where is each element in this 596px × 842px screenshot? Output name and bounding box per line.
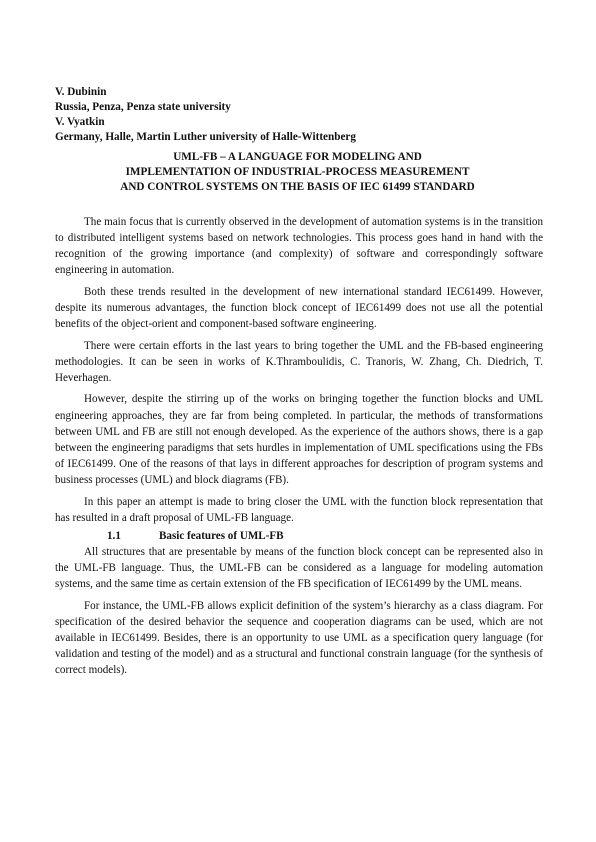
section-paragraph: All structures that are presentable by means of the function block concept can be represented also in the UML-FB language. Thus, the UML-FB can be considered as a language for modeling automation systems, and the same time as certain extension of the FB specification of IEC61499 by the UML means.	[55, 546, 543, 591]
title-line: AND CONTROL SYSTEMS ON THE BASIS OF IEC 61499 STANDARD	[120, 181, 475, 193]
author-name: V. Dubinin	[55, 86, 107, 98]
author-affiliation: Germany, Halle, Martin Luther university of Halle-Wittenberg	[55, 131, 356, 143]
body-paragraph: The main focus that is currently observed in the development of automation systems is in the transition to distributed intelligent systems based on network technologies. This process goes hand in hand with the recognition of the growing importance (and complexity) of software and correspondingly software engineering in automation.	[55, 216, 543, 277]
section-title: Basic features of UML-FB	[159, 530, 284, 543]
author-name: V. Vyatkin	[55, 116, 105, 128]
author-affiliation: Russia, Penza, Penza state university	[55, 101, 231, 113]
section-paragraph: For instance, the UML-FB allows explicit definition of the system’s hierarchy as a class diagram. For specification of the desired behavior the sequence and cooperation diagrams can be used, which are not available in IEC61499. Besides, there is an opportunity to use UML as a specification query language (for validation and testing of the model) and as a structural and functional constrain language (for the synthesis of correct models).	[55, 599, 543, 677]
section-number: 1.1	[107, 530, 121, 543]
body-paragraph: In this paper an attempt is made to bring closer the UML with the function block representation that has resulted in a draft proposal of UML-FB language.	[55, 495, 543, 524]
title-line: UML-FB – A LANGUAGE FOR MODELING AND	[173, 151, 422, 163]
body-paragraph: Both these trends resulted in the development of new international standard IEC61499. However, despite its numerous advantages, the function block concept of IEC61499 does not use all the potential benefits of the object-orient and component-based software engineering.	[55, 285, 543, 331]
author-block	[55, 85, 535, 145]
paper-title	[55, 150, 540, 195]
body-paragraph: There were certain efforts in the last years to bring together the UML and the FB-based engineering methodologies. It can be seen in works of K.Thramboulidis, C. Tranoris, W. Zhang, Ch. Diedrich, T. Heverhagen.	[55, 339, 543, 384]
section-heading	[55, 528, 543, 544]
title-line: IMPLEMENTATION OF INDUSTRIAL-PROCESS MEASUREMENT	[125, 166, 470, 178]
paper-body	[55, 214, 543, 684]
body-paragraph: However, despite the stirring up of the works on bringing together the function blocks and UML engineering approaches, they are far from being completed. In particular, the methods of transformations between UML and FB are still not enough developed. As the experience of the authors shows, there is a gap between the engineering paradigms that sets hurdles in implementation of UML specifications using the FBs of IEC61499. One of the reasons of that lays in different approaches for description of program systems and business processes (UML) and block diagrams (FB).	[55, 393, 543, 486]
